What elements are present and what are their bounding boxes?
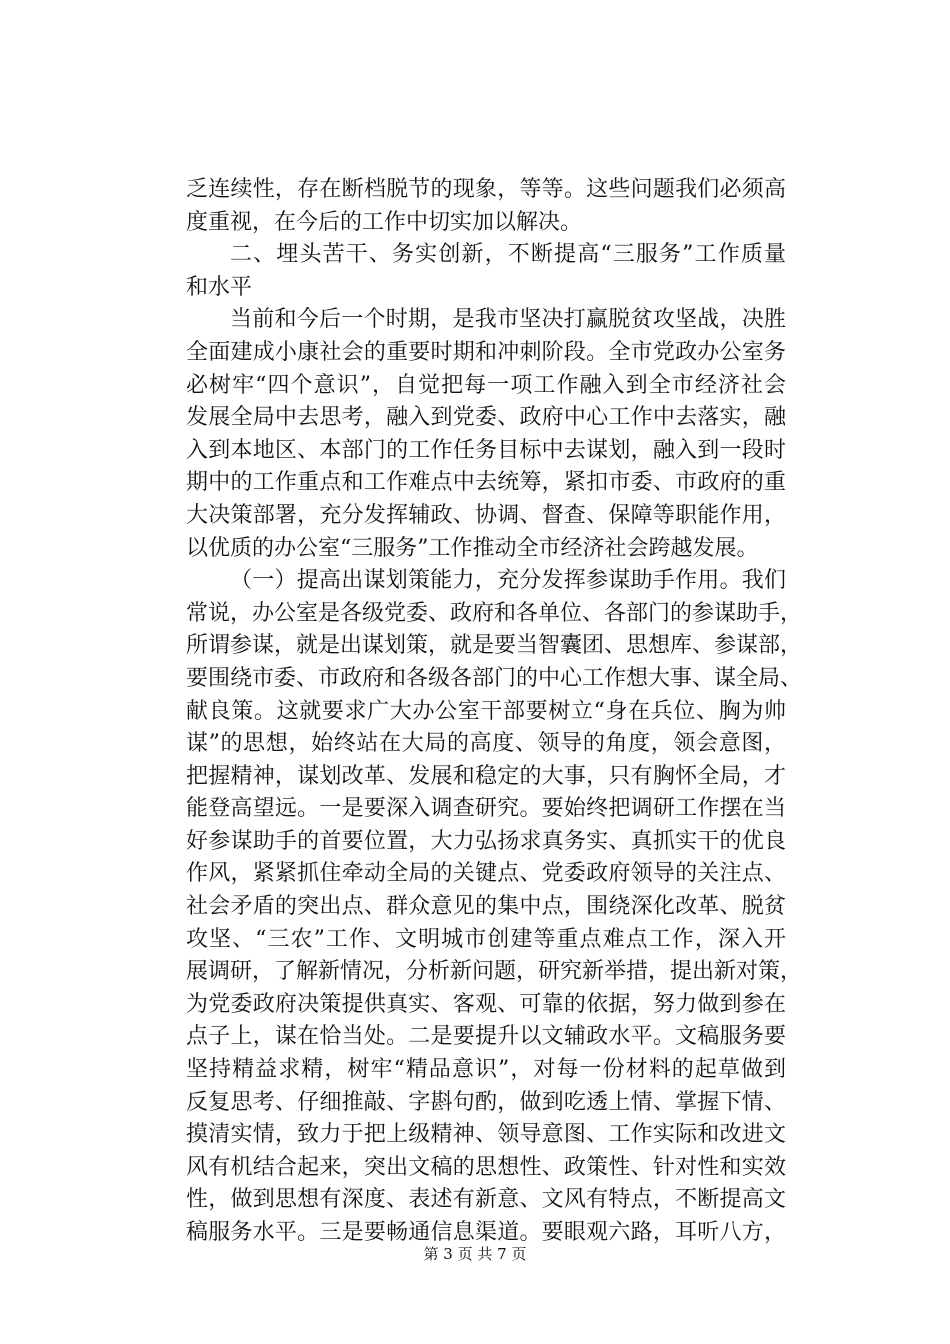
- text-line: 度重视，在今后的工作中切实加以解决。: [186, 209, 583, 235]
- text-line: 风有机结合起来，突出文稿的思想性、政策性、针对性和实效: [186, 1154, 786, 1180]
- text-line: 入到本地区、本部门的工作任务目标中去谋划，融入到一段时: [186, 437, 786, 463]
- text-line: 常说，办公室是各级党委、政府和各单位、各部门的参谋助手，: [186, 600, 803, 626]
- text-line: 当前和今后一个时期，是我市坚决打赢脱贫攻坚战，决胜: [230, 307, 786, 333]
- text-line: 性，做到思想有深度、表述有新意、文风有特点，不断提高文: [186, 1187, 786, 1213]
- text-line: 献良策。这就要求广大办公室干部要树立“身在兵位、胸为帅: [186, 698, 786, 724]
- page-number-footer: 第 3 页 共 7 页: [423, 1245, 527, 1263]
- text-line: 能登高望远。一是要深入调查研究。要始终把调研工作摆在当: [186, 796, 786, 822]
- section-heading-continued: 和水平: [186, 274, 253, 300]
- text-line: 全面建成小康社会的重要时期和冲刺阶段。全市党政办公室务: [186, 339, 786, 365]
- text-line: 期中的工作重点和工作难点中去统筹，紧扣市委、市政府的重: [186, 470, 786, 496]
- text-line: 摸清实情，致力于把上级精神、领导意图、工作实际和改进文: [186, 1122, 786, 1148]
- text-line: 社会矛盾的突出点、群众意见的集中点，围绕深化改革、脱贫: [186, 894, 786, 920]
- text-line: 攻坚、“三农”工作、文明城市创建等重点难点工作，深入开: [186, 926, 786, 952]
- text-line: 展调研，了解新情况，分析新问题，研究新举措，提出新对策，: [186, 959, 803, 985]
- section-heading: 二、埋头苦干、务实创新，不断提高“三服务”工作质量: [230, 242, 786, 268]
- text-line: 好参谋助手的首要位置，大力弘扬求真务实、真抓实干的优良: [186, 828, 786, 854]
- text-line: 乏连续性，存在断档脱节的现象，等等。这些问题我们必须高: [186, 177, 786, 202]
- text-line: 要围绕市委、市政府和各级各部门的中心工作想大事、谋全局、: [186, 665, 803, 691]
- text-line: 谋”的思想，始终站在大局的高度、领导的角度，领会意图，: [186, 731, 786, 757]
- text-line: 大决策部署，充分发挥辅政、协调、督查、保障等职能作用，: [186, 502, 786, 528]
- document-body: [186, 174, 803, 1250]
- text-line: 把握精神，谋划改革、发展和稳定的大事，只有胸怀全局，才: [186, 763, 786, 789]
- text-line: 所谓参谋，就是出谋划策，就是要当智囊团、思想库、参谋部，: [186, 633, 803, 659]
- text-line: 稿服务水平。三是要畅通信息渠道。要眼观六路，耳听八方，: [186, 1220, 786, 1245]
- text-line: 为党委政府决策提供真实、客观、可靠的依据，努力做到参在: [186, 991, 786, 1017]
- text-line: 坚持精益求精，树牢“精品意识”，对每一份材料的起草做到: [186, 1057, 786, 1083]
- text-line: 反复思考、仔细推敲、字斟句酌，做到吃透上情、掌握下情、: [186, 1089, 786, 1115]
- text-line: 作风，紧紧抓住牵动全局的关键点、党委政府领导的关注点、: [186, 861, 786, 887]
- subsection-heading: （一）提高出谋划策能力，充分发挥参谋助手作用。我们: [230, 568, 786, 594]
- text-line: 以优质的办公室“三服务”工作推动全市经济社会跨越发展。: [186, 535, 759, 561]
- text-line: 发展全局中去思考，融入到党委、政府中心工作中去落实，融: [186, 405, 786, 431]
- text-line: 必树牢“四个意识”，自觉把每一项工作融入到全市经济社会: [186, 372, 786, 398]
- text-line: 点子上，谋在恰当处。二是要提升以文辅政水平。文稿服务要: [186, 1024, 786, 1050]
